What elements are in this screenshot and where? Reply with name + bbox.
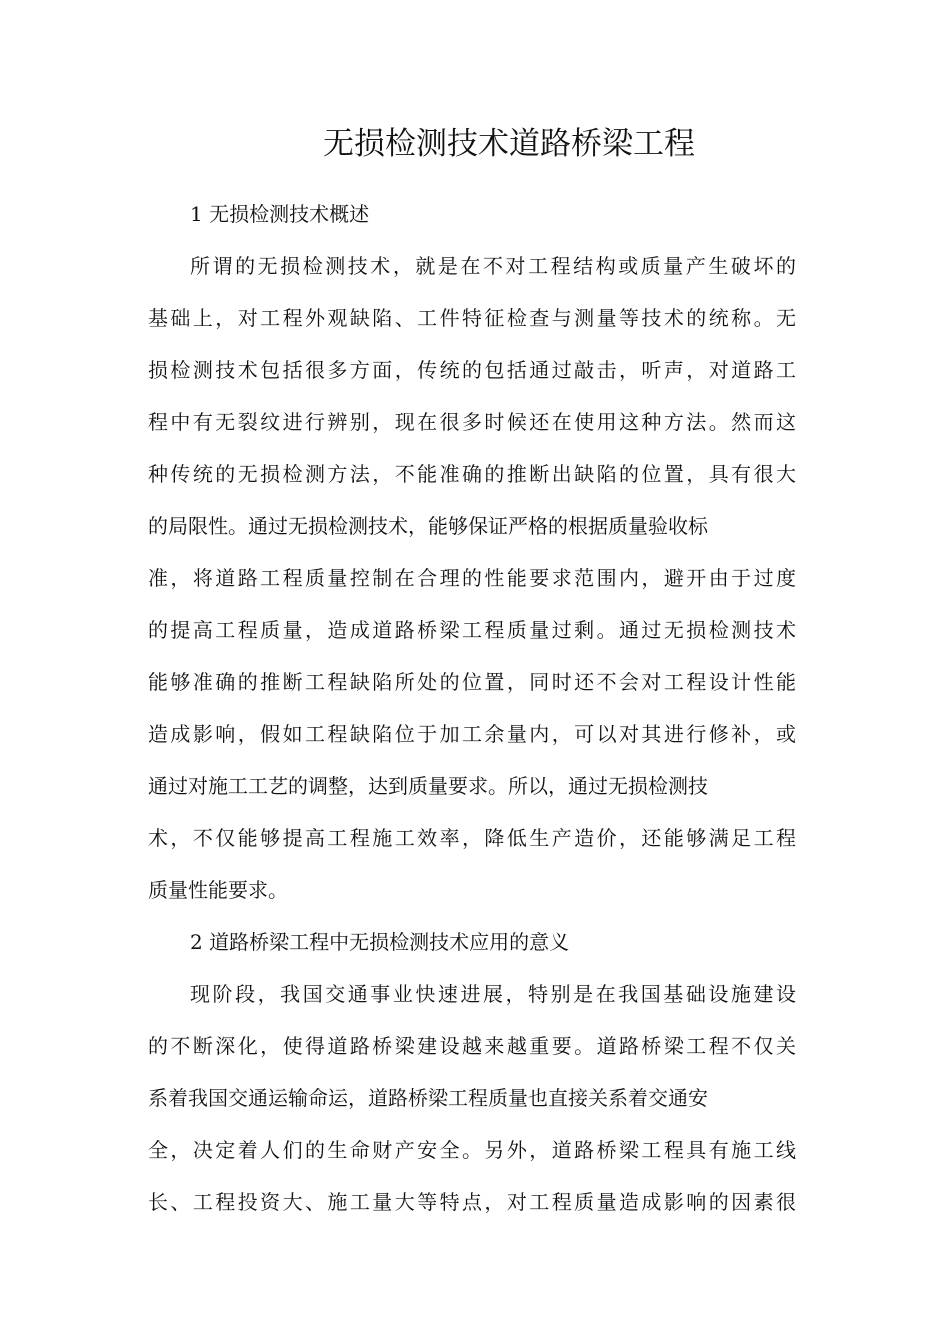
paragraph-line: 术，不仅能够提高工程施工效率，降低生产造价，还能够满足工程 [148, 826, 796, 850]
paragraph-line: 系着我国交通运输命运，道路桥梁工程质量也直接关系着交通安 [148, 1086, 708, 1110]
paragraph-line: 质量性能要求。 [148, 878, 288, 902]
paragraph-line: 长、工程投资大、施工量大等特点，对工程质量造成影响的因素很 [148, 1190, 796, 1214]
document-title: 无损检测技术道路桥梁工程 [323, 126, 695, 162]
paragraph-line: 现阶段，我国交通事业快速进展，特别是在我国基础设施建设 [190, 982, 796, 1006]
paragraph-line: 能够准确的推断工程缺陷所处的位置，同时还不会对工程设计性能 [148, 670, 796, 694]
paragraph-line: 损检测技术包括很多方面，传统的包括通过敲击，听声，对道路工 [148, 358, 796, 382]
paragraph-line: 准，将道路工程质量控制在合理的性能要求范围内，避开由于过度 [148, 566, 796, 590]
paragraph-line: 程中有无裂纹进行辨别，现在很多时候还在使用这种方法。然而这 [148, 410, 796, 434]
paragraph-line: 所谓的无损检测技术，就是在不对工程结构或质量产生破坏的 [190, 254, 796, 278]
paragraph-line: 全，决定着人们的生命财产安全。另外，道路桥梁工程具有施工线 [148, 1138, 796, 1162]
section-heading-1: 1 无损检测技术概述 [190, 202, 370, 226]
paragraph-line: 的局限性。通过无损检测技术，能够保证严格的根据质量验收标 [148, 514, 708, 538]
paragraph-line: 通过对施工工艺的调整，达到质量要求。所以，通过无损检测技 [148, 774, 708, 798]
section-heading-2: 2 道路桥梁工程中无损检测技术应用的意义 [190, 930, 570, 954]
paragraph-line: 的不断深化，使得道路桥梁建设越来越重要。道路桥梁工程不仅关 [148, 1034, 796, 1058]
paragraph-line: 的提高工程质量，造成道路桥梁工程质量过剩。通过无损检测技术 [148, 618, 796, 642]
paragraph-line: 种传统的无损检测方法，不能准确的推断出缺陷的位置，具有很大 [148, 462, 796, 486]
paragraph-line: 基础上，对工程外观缺陷、工件特征检查与测量等技术的统称。无 [148, 306, 796, 330]
paragraph-line: 造成影响，假如工程缺陷位于加工余量内，可以对其进行修补，或 [148, 722, 796, 746]
